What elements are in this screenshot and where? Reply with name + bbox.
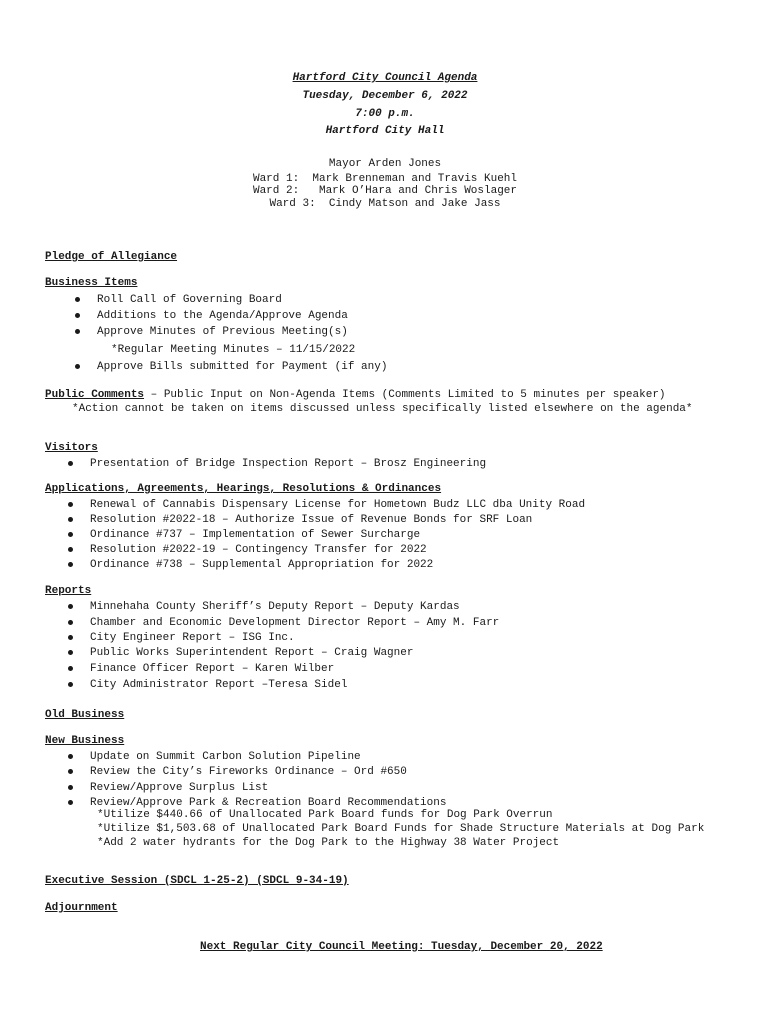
meeting-location: Hartford City Hall xyxy=(325,125,445,137)
meeting-time: 7:00 p.m. xyxy=(355,108,415,120)
bullet-icon xyxy=(68,682,73,687)
list-sub-item: *Utilize $440.66 of Unallocated Park Board funds for Dog Park Overrun xyxy=(97,809,553,821)
list-item: Minnehaha County Sheriff’s Deputy Report – Deputy Kardas xyxy=(90,601,460,613)
list-item: Renewal of Cannabis Dispensary License for Hometown Budz LLC dba Unity Road xyxy=(90,499,586,511)
agenda-title: Hartford City Council Agenda xyxy=(292,72,478,84)
bullet-icon xyxy=(68,532,73,537)
bullet-icon xyxy=(68,666,73,671)
public-comments-line xyxy=(45,388,666,402)
bullet-icon xyxy=(68,769,73,774)
bullet-icon xyxy=(75,297,80,302)
list-item: Ordinance #737 – Implementation of Sewer Surcharge xyxy=(90,529,421,541)
list-item: Chamber and Economic Development Director Report – Amy M. Farr xyxy=(90,617,500,629)
list-item: Review the City’s Fireworks Ordinance – Ord #650 xyxy=(90,766,407,778)
bullet-icon xyxy=(68,754,73,759)
list-item: Public Works Superintendent Report – Craig Wagner xyxy=(90,647,414,659)
bullet-icon xyxy=(68,502,73,507)
list-item: Resolution #2022-19 – Contingency Transfer for 2022 xyxy=(90,544,427,556)
bullet-icon xyxy=(75,313,80,318)
executive-session-heading: Executive Session (SDCL 1-25-2) (SDCL 9-34-19) xyxy=(45,875,349,887)
bullet-icon xyxy=(68,604,73,609)
business-items-heading: Business Items xyxy=(45,277,138,289)
public-comments-note: *Action cannot be taken on items discussed unless specifically listed elsewhere on the agenda* xyxy=(72,403,693,415)
bullet-icon xyxy=(68,461,73,466)
bullet-icon xyxy=(68,800,73,805)
list-item: Ordinance #738 – Supplemental Appropriation for 2022 xyxy=(90,559,434,571)
list-item: Approve Minutes of Previous Meeting(s) xyxy=(97,326,348,338)
list-sub-item: *Add 2 water hydrants for the Dog Park to the Highway 38 Water Project xyxy=(97,837,560,849)
list-item: Approve Bills submitted for Payment (if any) xyxy=(97,361,388,373)
list-item: Presentation of Bridge Inspection Report – Brosz Engineering xyxy=(90,458,487,470)
mayor-line: Mayor Arden Jones xyxy=(328,158,442,170)
visitors-heading: Visitors xyxy=(45,442,98,454)
meeting-date: Tuesday, December 6, 2022 xyxy=(302,90,468,102)
list-item: Additions to the Agenda/Approve Agenda xyxy=(97,310,348,322)
bullet-icon xyxy=(68,547,73,552)
ward-3-line: Ward 3: Cindy Matson and Jake Jass xyxy=(269,198,501,210)
list-item: Resolution #2022-18 – Authorize Issue of Revenue Bonds for SRF Loan xyxy=(90,514,533,526)
applications-heading: Applications, Agreements, Hearings, Resolutions & Ordinances xyxy=(45,483,442,495)
pledge-heading: Pledge of Allegiance xyxy=(45,251,178,263)
list-item: Update on Summit Carbon Solution Pipeline xyxy=(90,751,361,763)
bullet-icon xyxy=(68,650,73,655)
bullet-icon xyxy=(68,785,73,790)
list-sub-item: *Regular Meeting Minutes – 11/15/2022 xyxy=(111,344,356,356)
list-item: City Administrator Report –Teresa Sidel xyxy=(90,679,348,691)
list-item: Roll Call of Governing Board xyxy=(97,294,282,306)
bullet-icon xyxy=(75,329,80,334)
new-business-heading: New Business xyxy=(45,735,125,747)
bullet-icon xyxy=(75,364,80,369)
public-comments-text: – Public Input on Non-Agenda Items (Comments Limited to 5 minutes per speaker) xyxy=(144,389,666,401)
list-item: Finance Officer Report – Karen Wilber xyxy=(90,663,335,675)
next-meeting-note: Next Regular City Council Meeting: Tuesday, December 20, 2022 xyxy=(200,941,603,953)
bullet-icon xyxy=(68,635,73,640)
ward-1-line: Ward 1: Mark Brenneman and Travis Kuehl xyxy=(252,173,518,185)
bullet-icon xyxy=(68,620,73,625)
list-item: City Engineer Report – ISG Inc. xyxy=(90,632,295,644)
list-item: Review/Approve Park & Recreation Board Recommendations xyxy=(90,797,447,809)
ward-2-line: Ward 2: Mark O’Hara and Chris Woslager xyxy=(252,185,518,197)
list-item: Review/Approve Surplus List xyxy=(90,782,269,794)
adjournment-heading: Adjournment xyxy=(45,902,118,914)
bullet-icon xyxy=(68,562,73,567)
old-business-heading: Old Business xyxy=(45,709,125,721)
bullet-icon xyxy=(68,517,73,522)
list-sub-item: *Utilize $1,503.68 of Unallocated Park Board Funds for Shade Structure Materials at Dog Park xyxy=(97,823,705,835)
reports-heading: Reports xyxy=(45,585,92,597)
public-comments-heading: Public Comments xyxy=(45,389,145,401)
